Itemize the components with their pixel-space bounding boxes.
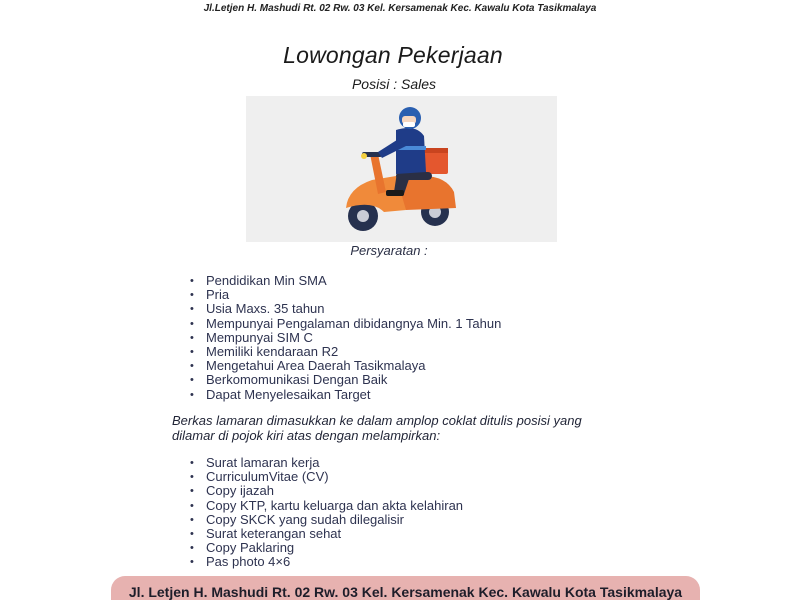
list-item: • Surat lamaran kerja [206,456,463,470]
list-item: • Mempunyai SIM C [206,331,501,345]
scooter-illustration [246,96,557,242]
list-item: • Usia Maxs. 35 tahun [206,302,501,316]
list-item: • Mempunyai Pengalaman dibidangnya Min. 1 Tahun [206,317,501,331]
instruction-line: dilamar di pojok kiri atas dengan melampirkan: [172,427,441,443]
list-item: • Berkomomunikasi Dengan Baik [206,373,501,387]
list-item: • Mengetahui Area Daerah Tasikmalaya [206,359,501,373]
requirements-list [206,274,501,402]
delivery-scooter-icon [246,96,557,242]
requirements-heading: Persyaratan : [350,243,428,258]
list-item: • Pendidikan Min SMA [206,274,501,288]
list-item: • Copy ijazah [206,484,463,498]
page-title: Lowongan Pekerjaan [283,42,503,68]
list-item: • Copy KTP, kartu keluarga dan akta kelahiran [206,499,463,513]
list-item: • Pas photo 4×6 [206,555,463,569]
header-address: Jl.Letjen H. Mashudi Rt. 02 Rw. 03 Kel. Kersamenak Kec. Kawalu Kota Tasikmalaya [203,3,597,14]
instruction-line: Berkas lamaran dimasukkan ke dalam amplop coklat ditulis posisi yang [172,413,582,428]
documents-list [206,456,463,570]
list-item: • Copy SKCK yang sudah dilegalisir [206,513,463,527]
list-item: • Pria [206,288,501,302]
footer-address: Jl. Letjen H. Mashudi Rt. 02 Rw. 03 Kel. Kersamenak Kec. Kawalu Kota Tasikmalaya [128,584,683,600]
list-item: • Dapat Menyelesaikan Target [206,388,501,402]
list-item: • Memiliki kendaraan R2 [206,345,501,359]
list-item: • Surat keterangan sehat [206,527,463,541]
application-instruction [172,414,632,443]
list-item: • CurriculumVitae (CV) [206,470,463,484]
list-item: • Copy Paklaring [206,541,463,555]
position-subtitle: Posisi : Sales [351,76,437,92]
